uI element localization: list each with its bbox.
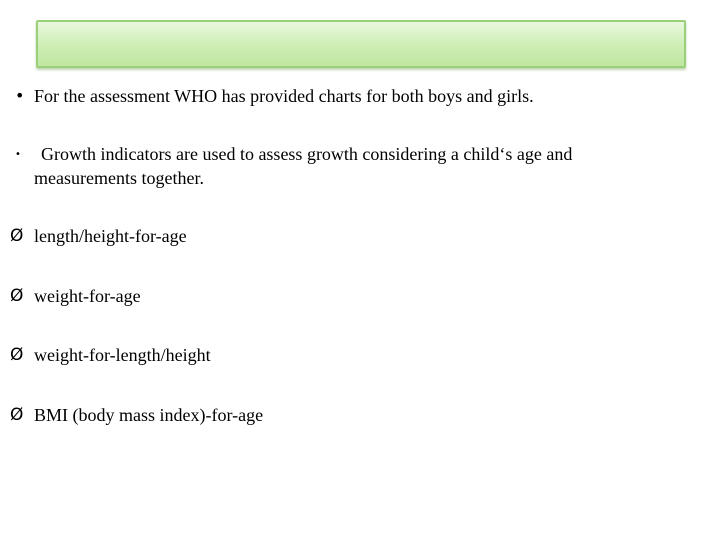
bullet-text-1: For the assessment WHO has provided charts for both boys and girls.: [34, 86, 534, 106]
arrow-bullet-icon: Ø: [10, 226, 24, 246]
indicator-length-height-for-age: length/height-for-age: [34, 226, 187, 246]
bullet-text-2-line-1: Growth indicators are used to assess growth considering a child‘s age and: [41, 144, 573, 164]
bullet-marker-1: •: [15, 86, 25, 105]
arrow-bullet-icon: Ø: [10, 405, 24, 425]
bullet-text-2-line-2: measurements together.: [34, 168, 204, 188]
indicator-bmi-for-age: BMI (body mass index)-for-age: [34, 405, 264, 425]
arrow-bullet-icon: Ø: [10, 286, 24, 306]
bullet-marker-2: •: [15, 149, 21, 160]
indicator-weight-for-length-height: weight-for-length/height: [34, 345, 211, 365]
title-box: [36, 20, 686, 68]
indicator-weight-for-age: weight-for-age: [34, 286, 141, 306]
arrow-bullet-icon: Ø: [10, 345, 24, 365]
